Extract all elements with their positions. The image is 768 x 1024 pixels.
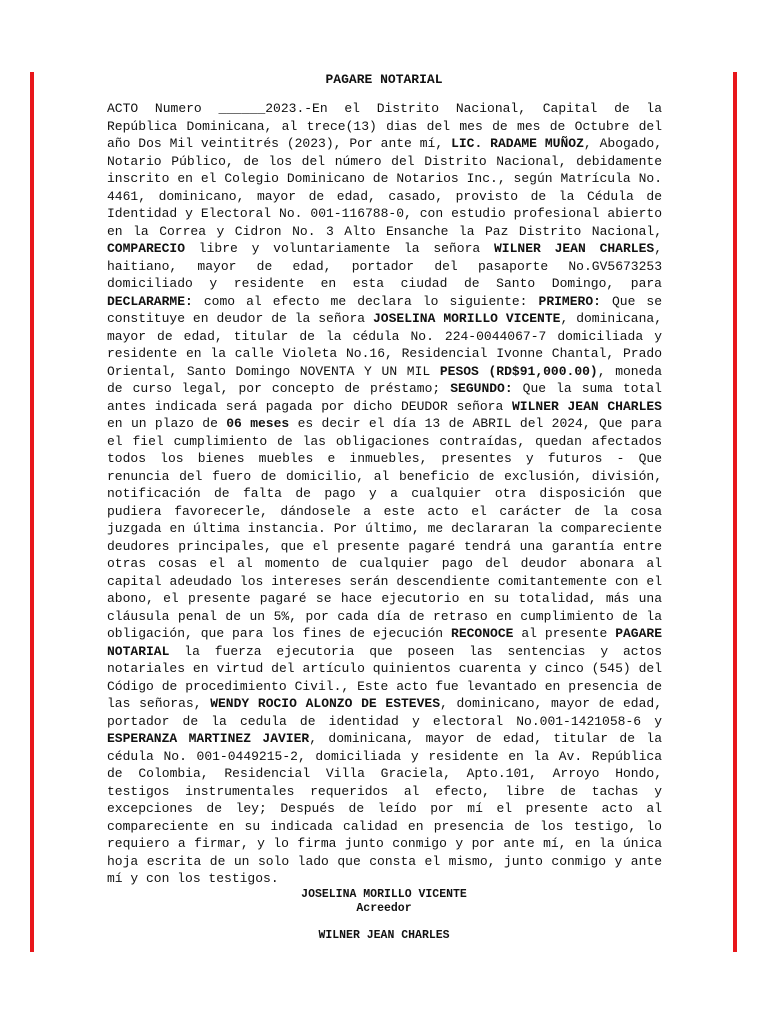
text-segment: en un plazo de xyxy=(107,416,227,431)
bold-segment: RECONOCE xyxy=(451,626,514,641)
bold-segment: PAGARE NOTARIAL xyxy=(107,626,662,659)
text-segment: Que se constituye en deudor de la señora xyxy=(107,293,663,326)
text-segment: , haitiano, mayor de edad, portador del pasaporte No.GV5673253 domiciliado y residente en esta ciudad de Santo Domingo, para xyxy=(107,241,662,291)
creditor-role: Acreedor xyxy=(356,902,412,915)
text-segment: , dominicana, mayor de edad, titular de la cédula No. 001-0449215-2, domiciliada y residente en la Av. República de Colombia, Residencial Villa Graciela, Apto.101, Arroyo Hondo, testigos instrumentales requeridos al efecto, libre de tachas y excepciones de ley; Después de leído por mí el presente acto al compareciente en su indicada calidad en presencia de los testigo, lo requiero a firmar, y lo firma junto conmigo y por ante mí, en la única hoja escrita de un solo lado que consta el mismo, junto conmigo y ante mí y con los testigos. xyxy=(107,731,662,886)
text-segment: , moneda de curso legal, por concepto de préstamo; xyxy=(107,363,662,396)
bold-segment: ESPERANZA MARTINEZ JAVIER xyxy=(107,731,310,746)
bold-segment: PESOS (RD$91,000.00) xyxy=(439,363,598,379)
bold-segment: DECLARARME: xyxy=(107,293,193,309)
text-segment: Que la suma total antes indicada será pagada por dicho DEUDOR señora xyxy=(107,381,662,414)
bold-segment: JOSELINA MORILLO VICENTE xyxy=(372,311,561,326)
bold-segment: WENDY ROCIO ALONZO DE ESTEVES xyxy=(210,696,440,711)
text-segment: es decir el día 13 de ABRIL del 2024, Que para el fiel cumplimiento de las obligaciones contraídas, quedan afectados todos los bienes muebles e inmuebles, presentes y futuros - Que renuncia del fuero de domicilio, al beneficio de exclusión, división, notificación de falta de pago y a cualquier otra disposición que pudiera favorecerle, dándosele a este acto el carácter de la cosa juzgada en última instancia. Por último, me declararan la compareciente deudores principales, que el presente pagaré tendrá una garantía entre otras cosas el al momento de cualquier pago del deudor abonara al capital adeudado los intereses serán descendiente comitantemente con el abono, el presente pagaré se hace ejecutorio en su totalidad, más una cláusula penal de un 5%, por cada día de retraso en cumplimiento de la obligación, que para los fines de ejecución xyxy=(107,416,662,641)
text-segment: , Abogado, Notario Público, de los del número del Distrito Nacional, debidamente inscrito en el Colegio Dominicano de Notarios Inc., según Matrícula No. 4461, dominicano, mayor de edad, casado, provisto de la Cédula de Identidad y Electoral No. 001-116788-0, con estudio profesional abierto en la Correa y Cidron No. 3 Alto Ensanche la Paz Distrito Nacional, xyxy=(107,136,663,239)
text-segment: , dominicano, mayor de edad, portador de la cedula de identidad y electoral No.001-1421058-6 y xyxy=(107,696,662,729)
right-margin-line xyxy=(733,72,737,952)
bold-segment: WILNER JEAN CHARLES xyxy=(511,398,662,414)
left-margin-line xyxy=(30,72,34,952)
text-segment: , dominicana, mayor de edad, titular de la cédula No. 224-0044067-7 domiciliada y residente en la calle Violeta No.16, Residencial Ivonne Chantal, Prado Oriental, Santo Domingo NOVENTA Y UN MIL xyxy=(107,311,663,379)
bold-segment: LIC. RADAME MUÑOZ xyxy=(451,136,584,151)
text-segment: ACTO Numero ______2023.-En el Distrito Nacional, Capital de la República Dominicana, al trece(13) dias del mes de mes de Octubre del año Dos Mil veintitrés (2023), Por ante mí, xyxy=(107,101,662,151)
bold-segment: WILNER JEAN CHARLES xyxy=(493,241,655,256)
text-segment: la fuerza ejecutoria que poseen las sentencias y actos notariales en virtud del artículo quinientos cuarenta y cinco (545) del Código de procedimiento Civil., Este acto fue levantado en presencia de las señoras, xyxy=(107,643,662,711)
text-segment: al presente xyxy=(513,626,616,641)
debtor-name: WILNER JEAN CHARLES xyxy=(318,929,450,942)
document-title: PAGARE NOTARIAL xyxy=(325,72,443,87)
text-segment: como al efecto me declara lo siguiente: xyxy=(192,293,539,309)
creditor-name: JOSELINA MORILLO VICENTE xyxy=(301,888,467,901)
text-segment: libre y voluntariamente la señora xyxy=(185,241,494,256)
bold-segment: PRIMERO: xyxy=(538,293,601,309)
bold-segment: COMPARECIO xyxy=(107,241,186,256)
bold-segment: 06 meses xyxy=(226,416,290,431)
document-body xyxy=(107,100,662,888)
bold-segment: SEGUNDO: xyxy=(450,381,513,396)
